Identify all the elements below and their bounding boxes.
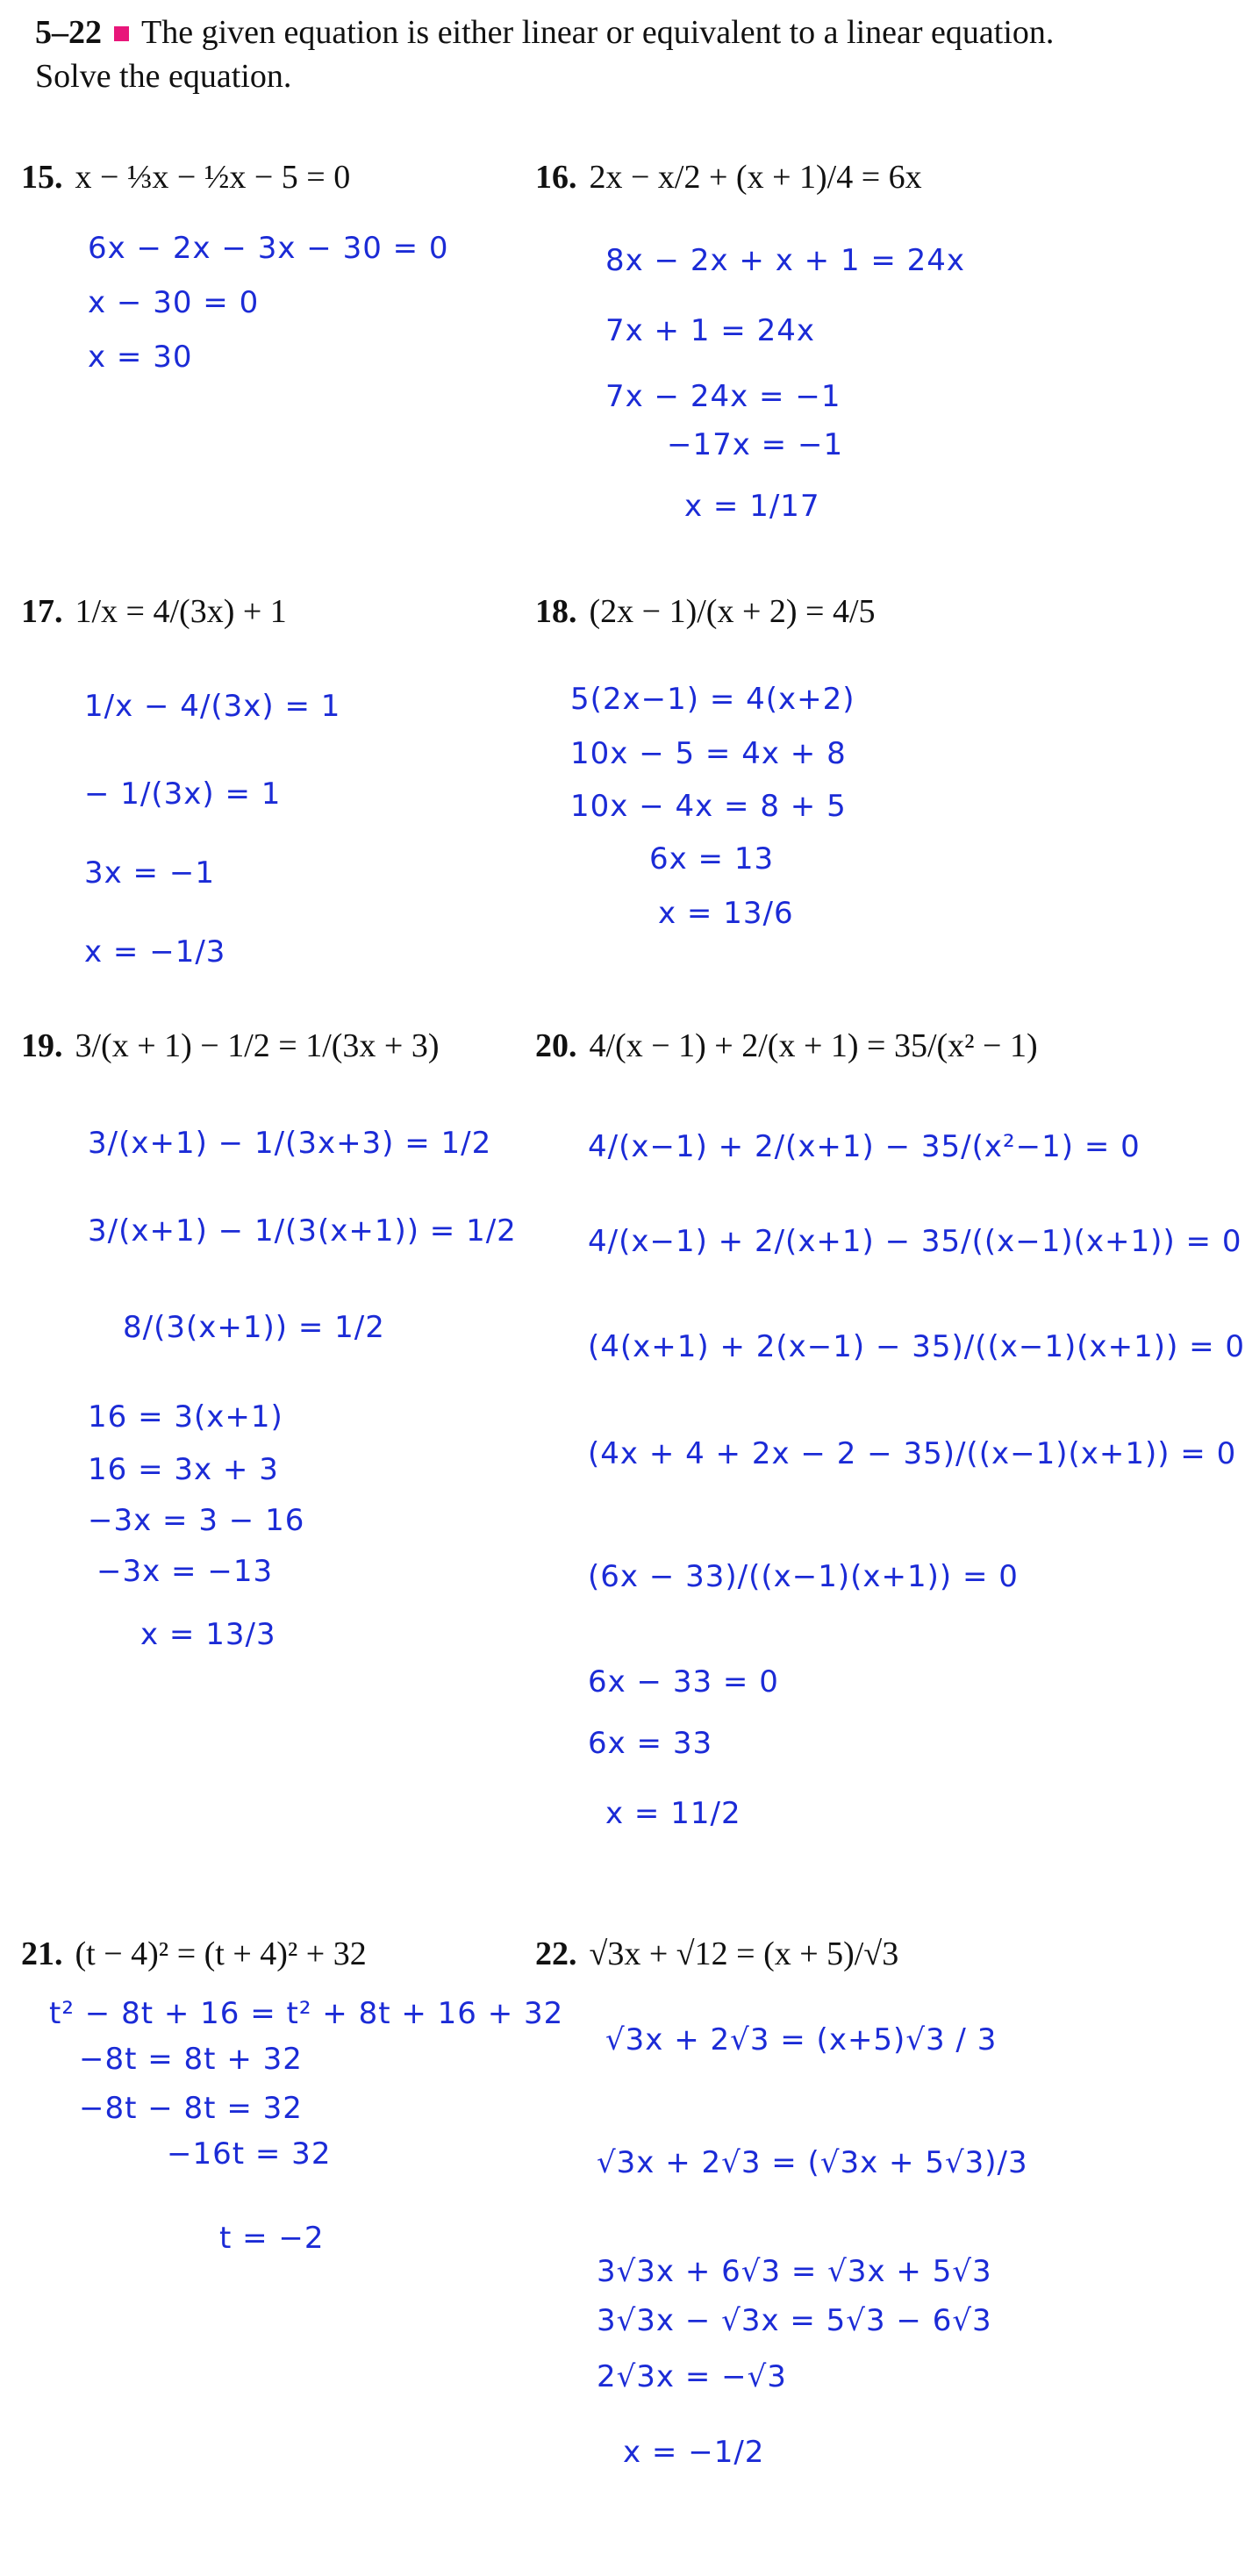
work-line: 16 = 3(x+1) (88, 1399, 283, 1435)
work-line: (6x − 33)/((x−1)(x+1)) = 0 (588, 1559, 1019, 1594)
problem-number: 18. (535, 593, 577, 630)
problem-19 (21, 1027, 440, 1065)
problem-22 (535, 1935, 898, 1973)
work-line: x = 30 (88, 340, 193, 375)
work-line: t = −2 (219, 2221, 325, 2256)
problem-number: 20. (535, 1027, 577, 1064)
work-line: −8t − 8t = 32 (79, 2091, 303, 2126)
work-line: 6x = 13 (649, 841, 775, 877)
work-line: t² − 8t + 16 = t² + 8t + 16 + 32 (49, 1996, 564, 2031)
work-line: 7x + 1 = 24x (605, 313, 815, 348)
work-line: 10x − 5 = 4x + 8 (570, 736, 847, 771)
problem-equation: 4/(x − 1) + 2/(x + 1) = 35/(x² − 1) (589, 1027, 1038, 1064)
problem-20 (535, 1027, 1038, 1065)
work-line: (4x + 4 + 2x − 2 − 35)/((x−1)(x+1)) = 0 (588, 1436, 1237, 1471)
problem-number: 17. (21, 593, 63, 630)
problem-equation: x − ⅓x − ½x − 5 = 0 (75, 159, 351, 196)
problem-number: 19. (21, 1027, 63, 1064)
problem-16 (535, 158, 922, 197)
work-line: −8t = 8t + 32 (79, 2042, 303, 2077)
exercise-range: 5–22 (35, 14, 102, 51)
work-line: 3/(x+1) − 1/(3(x+1)) = 1/2 (88, 1213, 517, 1249)
problem-equation: (2x − 1)/(x + 2) = 4/5 (589, 593, 876, 630)
work-line: −3x = 3 − 16 (88, 1503, 305, 1538)
work-line: 3/(x+1) − 1/(3x+3) = 1/2 (88, 1126, 492, 1161)
work-line: 2√3x = −√3 (597, 2359, 787, 2394)
work-line: x = 11/2 (605, 1796, 741, 1831)
work-line: 5(2x−1) = 4(x+2) (570, 682, 855, 717)
work-line: x = 13/3 (140, 1617, 276, 1652)
work-line: 7x − 24x = −1 (605, 379, 841, 414)
work-line: 16 = 3x + 3 (88, 1452, 279, 1487)
work-line: x = −1/2 (623, 2435, 765, 2470)
problem-equation: (t − 4)² = (t + 4)² + 32 (75, 1936, 367, 1972)
problem-equation: √3x + √12 = (x + 5)/√3 (589, 1936, 899, 1972)
work-line: 4/(x−1) + 2/(x+1) − 35/((x−1)(x+1)) = 0 (588, 1224, 1242, 1259)
problem-21 (21, 1935, 367, 1973)
work-line: x − 30 = 0 (88, 285, 260, 320)
work-line: 8/(3(x+1)) = 1/2 (123, 1310, 385, 1345)
work-line: 1/x − 4/(3x) = 1 (84, 689, 341, 724)
work-line: −3x = −13 (97, 1554, 274, 1589)
exercise-header (35, 11, 1123, 98)
work-line: 10x − 4x = 8 + 5 (570, 789, 847, 824)
work-line: − 1/(3x) = 1 (84, 776, 282, 812)
work-line: 6x − 33 = 0 (588, 1664, 779, 1699)
work-line: x = 13/6 (658, 896, 794, 931)
problem-equation: 2x − x/2 + (x + 1)/4 = 6x (589, 159, 922, 196)
problem-equation: 1/x = 4/(3x) + 1 (75, 593, 287, 630)
work-line: √3x + 2√3 = (x+5)√3 / 3 (605, 2022, 998, 2057)
work-line: 4/(x−1) + 2/(x+1) − 35/(x²−1) = 0 (588, 1129, 1141, 1164)
work-line: (4(x+1) + 2(x−1) − 35)/((x−1)(x+1)) = 0 (588, 1329, 1245, 1364)
work-line: 8x − 2x + x + 1 = 24x (605, 243, 966, 278)
problem-equation: 3/(x + 1) − 1/2 = 1/(3x + 3) (75, 1027, 440, 1064)
work-line: 3x = −1 (84, 855, 215, 891)
work-line: −17x = −1 (667, 427, 844, 462)
work-line: 3√3x + 6√3 = √3x + 5√3 (597, 2254, 992, 2289)
bullet-square-icon (114, 26, 129, 41)
instruction-text: The given equation is either linear or equivalent to a linear equation. Solve the equation. (35, 14, 1055, 95)
problem-number: 21. (21, 1936, 63, 1972)
problem-number: 16. (535, 159, 577, 196)
problem-17 (21, 592, 287, 631)
work-line: 3√3x − √3x = 5√3 − 6√3 (597, 2303, 992, 2338)
work-line: −16t = 32 (167, 2136, 332, 2172)
work-line: x = −1/3 (84, 934, 226, 970)
work-line: 6x = 33 (588, 1726, 713, 1761)
problem-15 (21, 158, 350, 197)
work-line: 6x − 2x − 3x − 30 = 0 (88, 231, 449, 266)
work-line: √3x + 2√3 = (√3x + 5√3)/3 (597, 2145, 1028, 2180)
work-line: x = 1/17 (684, 489, 820, 524)
problem-number: 22. (535, 1936, 577, 1972)
problem-18 (535, 592, 876, 631)
problem-number: 15. (21, 159, 63, 196)
